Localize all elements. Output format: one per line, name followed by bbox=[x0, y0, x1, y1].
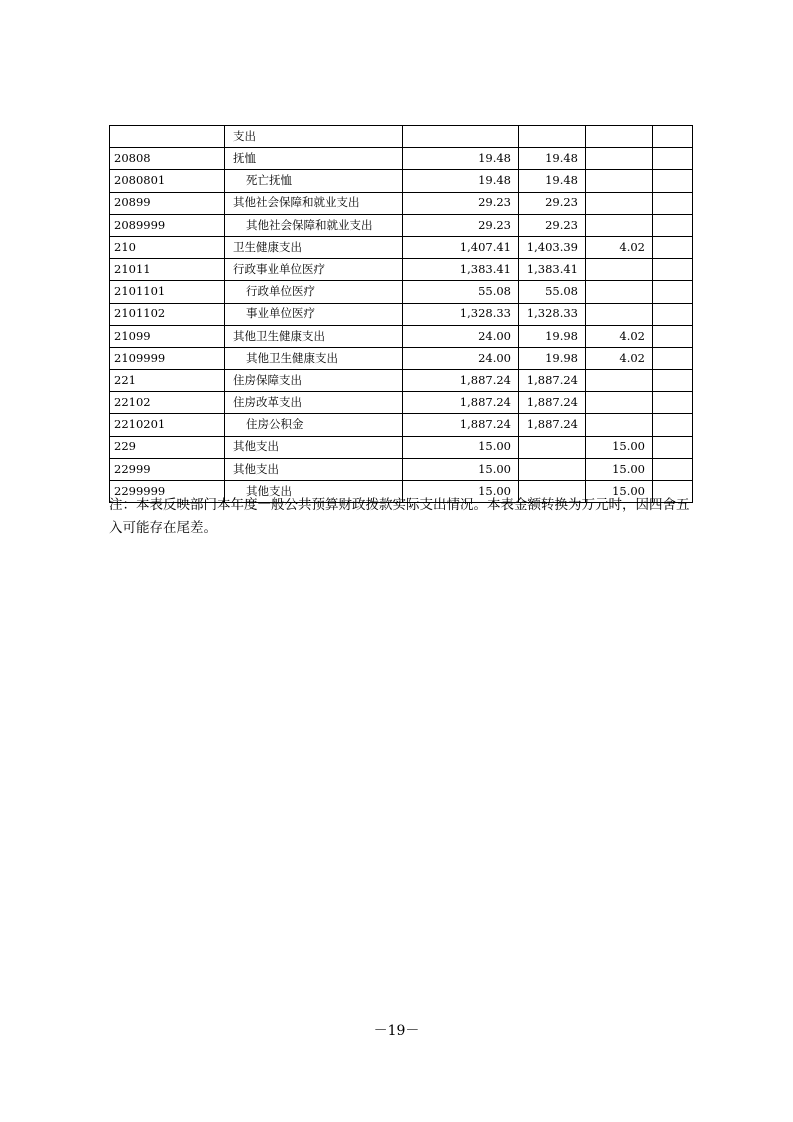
table-row bbox=[110, 170, 693, 192]
expenditure-table bbox=[109, 125, 693, 503]
cell-extra bbox=[653, 436, 693, 458]
table-row bbox=[110, 303, 693, 325]
cell-project-expenditure: 4.02 bbox=[586, 236, 653, 258]
cell-subject-code: 22102 bbox=[110, 392, 225, 414]
cell-basic-expenditure: 55.08 bbox=[519, 281, 586, 303]
cell-basic-expenditure: 1,383.41 bbox=[519, 259, 586, 281]
cell-project-expenditure: 4.02 bbox=[586, 325, 653, 347]
cell-project-expenditure bbox=[586, 259, 653, 281]
cell-project-expenditure bbox=[586, 392, 653, 414]
cell-project-expenditure: 15.00 bbox=[586, 458, 653, 480]
cell-subject-code: 221 bbox=[110, 370, 225, 392]
cell-project-expenditure: 15.00 bbox=[586, 481, 653, 503]
table-row bbox=[110, 325, 693, 347]
cell-basic-expenditure bbox=[519, 126, 586, 148]
cell-subject-code: 2109999 bbox=[110, 347, 225, 369]
cell-total: 29.23 bbox=[403, 192, 519, 214]
cell-project-expenditure bbox=[586, 370, 653, 392]
cell-extra bbox=[653, 392, 693, 414]
table-row bbox=[110, 148, 693, 170]
cell-extra bbox=[653, 281, 693, 303]
cell-total: 24.00 bbox=[403, 347, 519, 369]
cell-subject-code: 210 bbox=[110, 236, 225, 258]
cell-extra bbox=[653, 170, 693, 192]
cell-subject-code: 2210201 bbox=[110, 414, 225, 436]
table-row bbox=[110, 281, 693, 303]
cell-subject-name: 其他支出 bbox=[225, 481, 403, 503]
cell-subject-name: 其他支出 bbox=[225, 436, 403, 458]
cell-total: 1,407.41 bbox=[403, 236, 519, 258]
cell-subject-name: 支出 bbox=[225, 126, 403, 148]
cell-extra bbox=[653, 126, 693, 148]
cell-total: 1,887.24 bbox=[403, 370, 519, 392]
cell-basic-expenditure: 19.48 bbox=[519, 170, 586, 192]
cell-subject-name: 卫生健康支出 bbox=[225, 236, 403, 258]
cell-total: 15.00 bbox=[403, 481, 519, 503]
cell-basic-expenditure: 19.98 bbox=[519, 347, 586, 369]
cell-total: 1,328.33 bbox=[403, 303, 519, 325]
cell-basic-expenditure: 19.48 bbox=[519, 148, 586, 170]
table-row bbox=[110, 192, 693, 214]
cell-total: 15.00 bbox=[403, 458, 519, 480]
cell-project-expenditure bbox=[586, 170, 653, 192]
table-note: 注：本表反映部门本年度一般公共预算财政拨款实际支出情况。本表金额转换为万元时，因四舍五入可能存在尾差。 bbox=[109, 497, 690, 536]
table-row bbox=[110, 370, 693, 392]
cell-subject-name: 行政单位医疗 bbox=[225, 281, 403, 303]
cell-total: 1,887.24 bbox=[403, 392, 519, 414]
cell-subject-code: 229 bbox=[110, 436, 225, 458]
cell-extra bbox=[653, 303, 693, 325]
cell-project-expenditure bbox=[586, 126, 653, 148]
table-row bbox=[110, 392, 693, 414]
table-row bbox=[110, 414, 693, 436]
cell-subject-name: 住房改革支出 bbox=[225, 392, 403, 414]
expenditure-table-body bbox=[110, 126, 693, 503]
cell-project-expenditure bbox=[586, 192, 653, 214]
cell-subject-name: 住房保障支出 bbox=[225, 370, 403, 392]
cell-subject-code: 2101102 bbox=[110, 303, 225, 325]
cell-subject-code: 21011 bbox=[110, 259, 225, 281]
cell-total: 15.00 bbox=[403, 436, 519, 458]
cell-extra bbox=[653, 236, 693, 258]
cell-subject-name: 其他社会保障和就业支出 bbox=[225, 214, 403, 236]
cell-basic-expenditure bbox=[519, 436, 586, 458]
table-row bbox=[110, 436, 693, 458]
cell-extra bbox=[653, 192, 693, 214]
cell-total: 1,383.41 bbox=[403, 259, 519, 281]
cell-subject-code: 20899 bbox=[110, 192, 225, 214]
cell-subject-name: 行政事业单位医疗 bbox=[225, 259, 403, 281]
cell-basic-expenditure: 29.23 bbox=[519, 192, 586, 214]
cell-project-expenditure: 15.00 bbox=[586, 436, 653, 458]
table-row bbox=[110, 236, 693, 258]
cell-basic-expenditure bbox=[519, 458, 586, 480]
cell-extra bbox=[653, 458, 693, 480]
cell-subject-code: 2080801 bbox=[110, 170, 225, 192]
cell-basic-expenditure: 29.23 bbox=[519, 214, 586, 236]
cell-total: 19.48 bbox=[403, 170, 519, 192]
cell-subject-name: 其他卫生健康支出 bbox=[225, 347, 403, 369]
cell-extra bbox=[653, 214, 693, 236]
cell-basic-expenditure: 19.98 bbox=[519, 325, 586, 347]
cell-basic-expenditure: 1,328.33 bbox=[519, 303, 586, 325]
cell-extra bbox=[653, 148, 693, 170]
page-number: －19－ bbox=[373, 1023, 420, 1039]
cell-total: 24.00 bbox=[403, 325, 519, 347]
cell-subject-name: 事业单位医疗 bbox=[225, 303, 403, 325]
cell-subject-name: 其他支出 bbox=[225, 458, 403, 480]
table-row bbox=[110, 214, 693, 236]
cell-subject-name: 住房公积金 bbox=[225, 414, 403, 436]
cell-subject-code bbox=[110, 126, 225, 148]
cell-total: 19.48 bbox=[403, 148, 519, 170]
cell-extra bbox=[653, 370, 693, 392]
cell-project-expenditure bbox=[586, 214, 653, 236]
cell-project-expenditure bbox=[586, 281, 653, 303]
cell-subject-name: 死亡抚恤 bbox=[225, 170, 403, 192]
table-row bbox=[110, 347, 693, 369]
cell-extra bbox=[653, 414, 693, 436]
cell-basic-expenditure: 1,403.39 bbox=[519, 236, 586, 258]
table-row bbox=[110, 458, 693, 480]
cell-project-expenditure: 4.02 bbox=[586, 347, 653, 369]
table-row bbox=[110, 126, 693, 148]
cell-total bbox=[403, 126, 519, 148]
cell-extra bbox=[653, 347, 693, 369]
cell-basic-expenditure: 1,887.24 bbox=[519, 414, 586, 436]
cell-project-expenditure bbox=[586, 148, 653, 170]
cell-total: 29.23 bbox=[403, 214, 519, 236]
cell-basic-expenditure: 1,887.24 bbox=[519, 392, 586, 414]
cell-subject-code: 2101101 bbox=[110, 281, 225, 303]
cell-subject-code: 2089999 bbox=[110, 214, 225, 236]
cell-subject-name: 其他卫生健康支出 bbox=[225, 325, 403, 347]
cell-project-expenditure bbox=[586, 303, 653, 325]
cell-subject-name: 其他社会保障和就业支出 bbox=[225, 192, 403, 214]
cell-total: 1,887.24 bbox=[403, 414, 519, 436]
cell-total: 55.08 bbox=[403, 281, 519, 303]
cell-basic-expenditure: 1,887.24 bbox=[519, 370, 586, 392]
cell-subject-name: 抚恤 bbox=[225, 148, 403, 170]
cell-extra bbox=[653, 259, 693, 281]
cell-subject-code: 21099 bbox=[110, 325, 225, 347]
cell-subject-code: 20808 bbox=[110, 148, 225, 170]
cell-subject-code: 2299999 bbox=[110, 481, 225, 503]
cell-subject-code: 22999 bbox=[110, 458, 225, 480]
cell-project-expenditure bbox=[586, 414, 653, 436]
cell-extra bbox=[653, 325, 693, 347]
table-row bbox=[110, 259, 693, 281]
